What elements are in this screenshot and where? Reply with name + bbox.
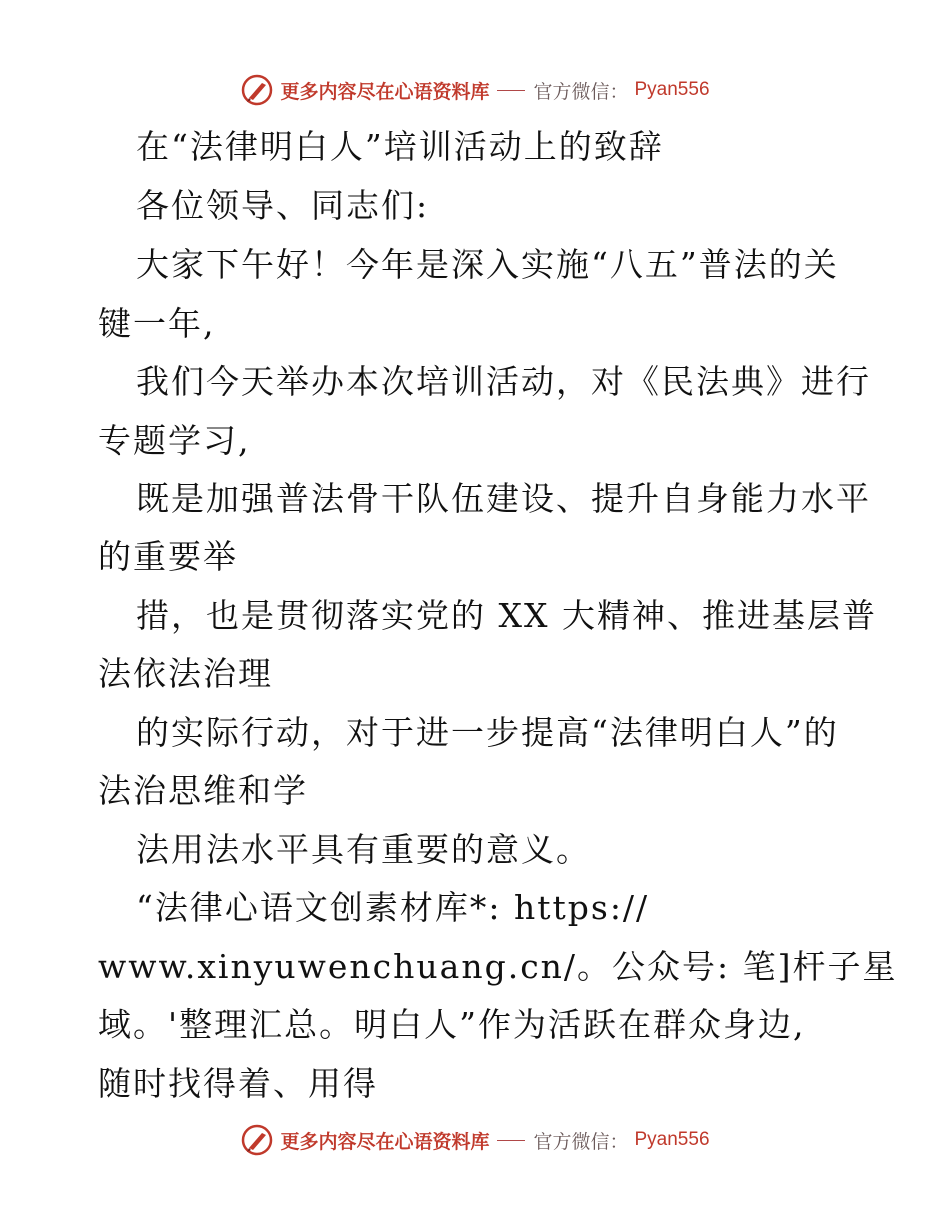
footer-banner [0,1120,950,1160]
doc-line: “法律心语文创素材库*: https:// [136,888,650,927]
quill-pen-logo-icon [240,73,274,107]
doc-title: 在“法律明白人”培训活动上的致辞 [136,127,664,166]
doc-line: 法治思维和学 [98,771,308,810]
header-banner [0,70,950,110]
doc-line: 键一年, [98,304,216,343]
banner-wechat-id: Pyan556 [634,1129,710,1150]
banner-wechat-id: Pyan556 [634,79,710,100]
doc-line: 随时找得着、用得 [98,1064,378,1103]
banner-dash [497,1140,525,1141]
doc-line: 专题学习, [98,421,251,460]
doc-line: 法依法治理 [98,654,273,693]
banner-text: 更多内容尽在心语资料库 [280,80,490,103]
banner-dash [497,90,525,91]
banner-official-label: 官方微信： [533,1130,629,1153]
doc-line: 域。'整理汇总。明白人”作为活跃在群众身边, [98,1005,806,1044]
banner-official-label: 官方微信： [533,80,629,103]
doc-line: 大家下午好！今年是深入实施“八五”普法的关 [136,245,839,284]
doc-line: 我们今天举办本次培训活动，对《民法典》进行 [136,362,871,401]
doc-line: 的实际行动，对于进一步提高“法律明白人”的 [136,713,839,752]
banner-text: 更多内容尽在心语资料库 [280,1130,490,1153]
doc-line: 措，也是贯彻落实党的 XX 大精神、推进基层普 [136,596,877,635]
doc-line: 法用法水平具有重要的意义。 [136,830,591,869]
doc-line: 各位领导、同志们: [136,186,430,225]
doc-line: www.xinyuwenchuang.cn/。公众号: 笔]杆子星 [98,947,898,986]
doc-line: 的重要举 [98,537,238,576]
quill-pen-logo-icon [240,1123,274,1157]
doc-line: 既是加强普法骨干队伍建设、提升自身能力水平 [136,479,871,518]
